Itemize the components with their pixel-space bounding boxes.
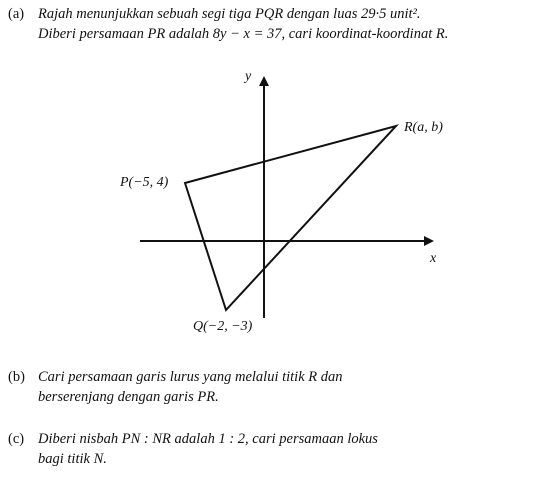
question-b-text-2: berserenjang dengan garis PR. bbox=[38, 389, 219, 405]
triangle-pqr bbox=[185, 126, 396, 310]
question-part-c bbox=[8, 429, 544, 469]
question-b-text-1: Cari persamaan garis lurus yang melalui titik R dan bbox=[38, 369, 343, 385]
question-a-label: (a) bbox=[8, 6, 25, 22]
question-c-label: (c) bbox=[8, 431, 25, 447]
question-b-line-1 bbox=[8, 367, 544, 387]
question-a-text-1: Rajah menunjukkan sebuah segi tiga PQR dengan luas 29·5 unit². bbox=[38, 6, 421, 22]
question-part-b bbox=[8, 367, 544, 407]
question-b-label: (b) bbox=[8, 369, 25, 385]
question-c-line-1 bbox=[8, 429, 544, 449]
x-axis-label: x bbox=[430, 251, 437, 266]
point-q-label: Q(−2, −3) bbox=[193, 319, 253, 334]
question-c-text-2: bagi titik N. bbox=[38, 451, 107, 467]
point-r-label: R(a, b) bbox=[404, 120, 443, 135]
question-c-text-1: Diberi nisbah PN : NR adalah 1 : 2, cari persamaan lokus bbox=[38, 431, 378, 447]
question-a-text-2: Diberi persamaan PR adalah 8y − x = 37, cari koordinat-koordinat R. bbox=[38, 26, 449, 42]
y-axis-label: y bbox=[245, 69, 252, 84]
point-p-label: P(−5, 4) bbox=[120, 175, 169, 190]
